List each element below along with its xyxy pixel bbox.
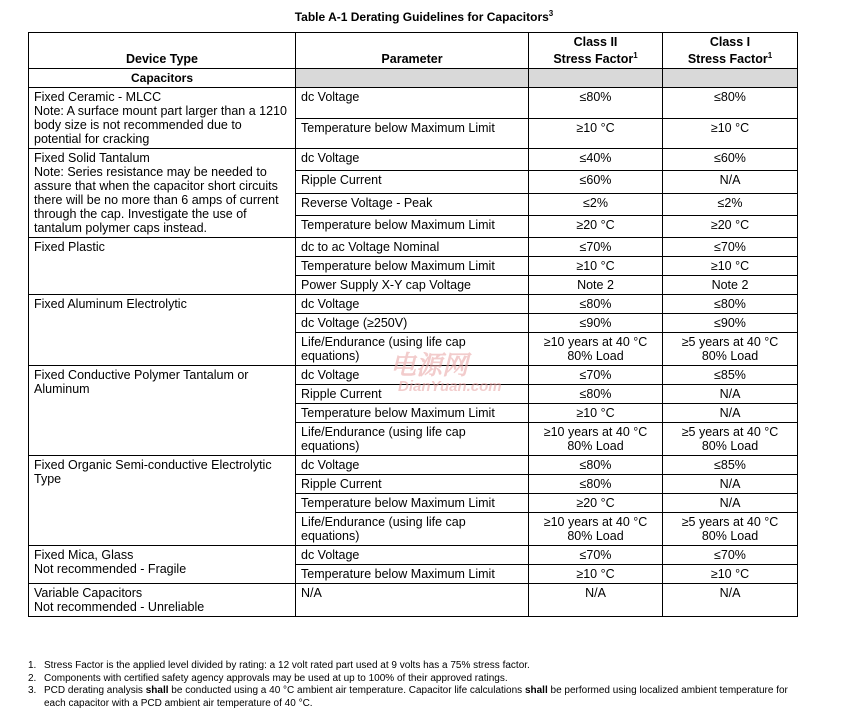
- parameter-cell: Reverse Voltage - Peak: [296, 193, 529, 215]
- parameter-cell: Power Supply X-Y cap Voltage: [296, 276, 529, 295]
- class1-cell: ≥5 years at 40 °C 80% Load: [663, 513, 798, 546]
- table-body: [29, 69, 798, 617]
- parameter-cell: Ripple Current: [296, 171, 529, 193]
- class2-cell: ≥10 °C: [529, 118, 663, 149]
- class1-cell: ≤85%: [663, 366, 798, 385]
- table-row: [29, 456, 798, 475]
- class1-cell: ≤80%: [663, 88, 798, 119]
- table-row: [29, 584, 798, 617]
- parameter-cell: dc Voltage: [296, 366, 529, 385]
- class2-cell: N/A: [529, 584, 663, 617]
- header-class2-line1: Class II: [573, 35, 618, 49]
- parameter-cell: Temperature below Maximum Limit: [296, 257, 529, 276]
- table-title-text: Table A-1 Derating Guidelines for Capacitors: [294, 10, 549, 24]
- class2-cell: ≤80%: [529, 475, 663, 494]
- footnote-1: [28, 660, 798, 673]
- header-class1: [663, 33, 798, 69]
- watermark-domain-text: DianYuan.com: [398, 378, 502, 395]
- table-row: [29, 295, 798, 314]
- class1-cell: ≥10 °C: [663, 118, 798, 149]
- device-type-cell: Fixed Plastic: [29, 238, 296, 295]
- device-type-cell: Fixed Conductive Polymer Tantalum or Aluminum: [29, 366, 296, 456]
- class1-cell: N/A: [663, 385, 798, 404]
- class2-cell: ≤80%: [529, 456, 663, 475]
- class2-cell: ≥20 °C: [529, 215, 663, 237]
- section-shade: [663, 69, 798, 88]
- device-type-cell: Fixed Mica, Glass Not recommended - Fragile: [29, 546, 296, 584]
- section-row: [29, 69, 798, 88]
- class1-cell: ≥5 years at 40 °C 80% Load: [663, 333, 798, 366]
- table-row: [29, 546, 798, 565]
- table-title-footnote-ref: 3: [548, 9, 554, 18]
- parameter-cell: dc Voltage: [296, 456, 529, 475]
- footnote-number: 3.: [28, 685, 37, 696]
- table-title: [0, 9, 848, 24]
- footnote-emphasis: shall: [524, 685, 548, 696]
- class1-cell: Note 2: [663, 276, 798, 295]
- footnote-emphasis: shall: [145, 685, 169, 696]
- class1-cell: ≥10 °C: [663, 257, 798, 276]
- table-row: [29, 149, 798, 171]
- header-device-type: Device Type: [29, 33, 296, 69]
- footnotes: [28, 660, 798, 710]
- class2-cell: ≥10 years at 40 °C 80% Load: [529, 513, 663, 546]
- footnote-number: 2.: [28, 672, 37, 684]
- class1-cell: ≤90%: [663, 314, 798, 333]
- class2-cell: ≤80%: [529, 385, 663, 404]
- table-row: [29, 366, 798, 385]
- class1-cell: ≤70%: [663, 546, 798, 565]
- class1-cell: N/A: [663, 171, 798, 193]
- class2-cell: Note 2: [529, 276, 663, 295]
- parameter-cell: Life/Endurance (using life cap equations): [296, 423, 529, 456]
- class1-cell: N/A: [663, 404, 798, 423]
- class1-cell: N/A: [663, 584, 798, 617]
- class2-cell: ≥10 years at 40 °C 80% Load: [529, 423, 663, 456]
- class2-cell: ≥10 °C: [529, 257, 663, 276]
- parameter-cell: Temperature below Maximum Limit: [296, 215, 529, 237]
- header-class1-line1: Class I: [709, 35, 751, 49]
- class2-cell: ≤2%: [529, 193, 663, 215]
- class2-cell: ≤70%: [529, 546, 663, 565]
- class1-cell: N/A: [663, 494, 798, 513]
- parameter-cell: Ripple Current: [296, 475, 529, 494]
- parameter-cell: Temperature below Maximum Limit: [296, 404, 529, 423]
- class2-cell: ≤40%: [529, 149, 663, 171]
- class2-cell: ≥10 °C: [529, 404, 663, 423]
- parameter-cell: dc Voltage: [296, 295, 529, 314]
- footnote-2: [28, 673, 798, 686]
- class2-cell: ≤60%: [529, 171, 663, 193]
- device-type-cell: Fixed Solid Tantalum Note: Series resistance may be needed to assure that when the capacitor short circuits there will be no more than 6 amps of current through the cap. Investigate the use of tantalum polymer caps instead.: [29, 149, 296, 238]
- class2-cell: ≤80%: [529, 88, 663, 119]
- header-class2: [529, 33, 663, 69]
- parameter-cell: Life/Endurance (using life cap equations): [296, 333, 529, 366]
- device-type-cell: Fixed Aluminum Electrolytic: [29, 295, 296, 366]
- class1-cell: ≤70%: [663, 238, 798, 257]
- device-type-cell: Variable Capacitors Not recommended - Unreliable: [29, 584, 296, 617]
- device-type-cell: Fixed Organic Semi-conductive Electrolytic Type: [29, 456, 296, 546]
- class1-cell: ≤60%: [663, 149, 798, 171]
- table-row: [29, 238, 798, 257]
- parameter-cell: dc to ac Voltage Nominal: [296, 238, 529, 257]
- class1-cell: ≤85%: [663, 456, 798, 475]
- footnote-text: be conducted using a 40 °C ambient air temperature. Capacitor life calculations: [168, 685, 525, 696]
- parameter-cell: Temperature below Maximum Limit: [296, 118, 529, 149]
- parameter-cell: dc Voltage: [296, 149, 529, 171]
- class2-cell: ≤80%: [529, 295, 663, 314]
- footnote-text: be performed using localized ambient temperature for each capacitor with a PCD ambient air temperature of 40 °C.: [44, 685, 788, 709]
- footnote-text: Stress Factor is the applied level divided by rating: a 12 volt rated part used at 9 volts has a 75% stress factor.: [44, 660, 530, 671]
- class2-cell: ≥20 °C: [529, 494, 663, 513]
- table-row: [29, 88, 798, 119]
- derating-table: [28, 32, 798, 617]
- class1-cell: ≤80%: [663, 295, 798, 314]
- parameter-cell: Temperature below Maximum Limit: [296, 494, 529, 513]
- header-class1-line2: Stress Factor: [687, 52, 768, 67]
- parameter-cell: Ripple Current: [296, 385, 529, 404]
- section-shade: [529, 69, 663, 88]
- class2-cell: ≤70%: [529, 238, 663, 257]
- device-type-cell: Fixed Ceramic - MLCC Note: A surface mount part larger than a 1210 body size is not recommended due to potential for cracking: [29, 88, 296, 149]
- class2-cell: ≥10 years at 40 °C 80% Load: [529, 333, 663, 366]
- footnote-3: [28, 685, 798, 710]
- parameter-cell: N/A: [296, 584, 529, 617]
- footnote-text: PCD derating analysis: [44, 685, 146, 696]
- class1-cell: ≤2%: [663, 193, 798, 215]
- class2-cell: ≤90%: [529, 314, 663, 333]
- header-class2-sup: 1: [633, 51, 638, 60]
- class1-cell: N/A: [663, 475, 798, 494]
- section-shade: [296, 69, 529, 88]
- header-row: [29, 33, 798, 69]
- parameter-cell: dc Voltage: [296, 88, 529, 119]
- parameter-cell: dc Voltage (≥250V): [296, 314, 529, 333]
- footnote-text: Components with certified safety agency approvals may be used at up to 100% of their approved ratings.: [44, 672, 508, 684]
- header-parameter: Parameter: [296, 33, 529, 69]
- parameter-cell: Life/Endurance (using life cap equations): [296, 513, 529, 546]
- header-class1-sup: 1: [767, 51, 773, 60]
- section-label: Capacitors: [29, 69, 296, 88]
- parameter-cell: dc Voltage: [296, 546, 529, 565]
- class1-cell: ≥20 °C: [663, 215, 798, 237]
- class1-cell: ≥10 °C: [663, 565, 798, 584]
- class2-cell: ≤70%: [529, 366, 663, 385]
- footnote-number: 1.: [28, 660, 37, 671]
- class2-cell: ≥10 °C: [529, 565, 663, 584]
- header-class2-line2: Stress Factor: [553, 52, 634, 67]
- watermark-logo-text: 电源网: [390, 350, 469, 380]
- parameter-cell: Temperature below Maximum Limit: [296, 565, 529, 584]
- class1-cell: ≥5 years at 40 °C 80% Load: [663, 423, 798, 456]
